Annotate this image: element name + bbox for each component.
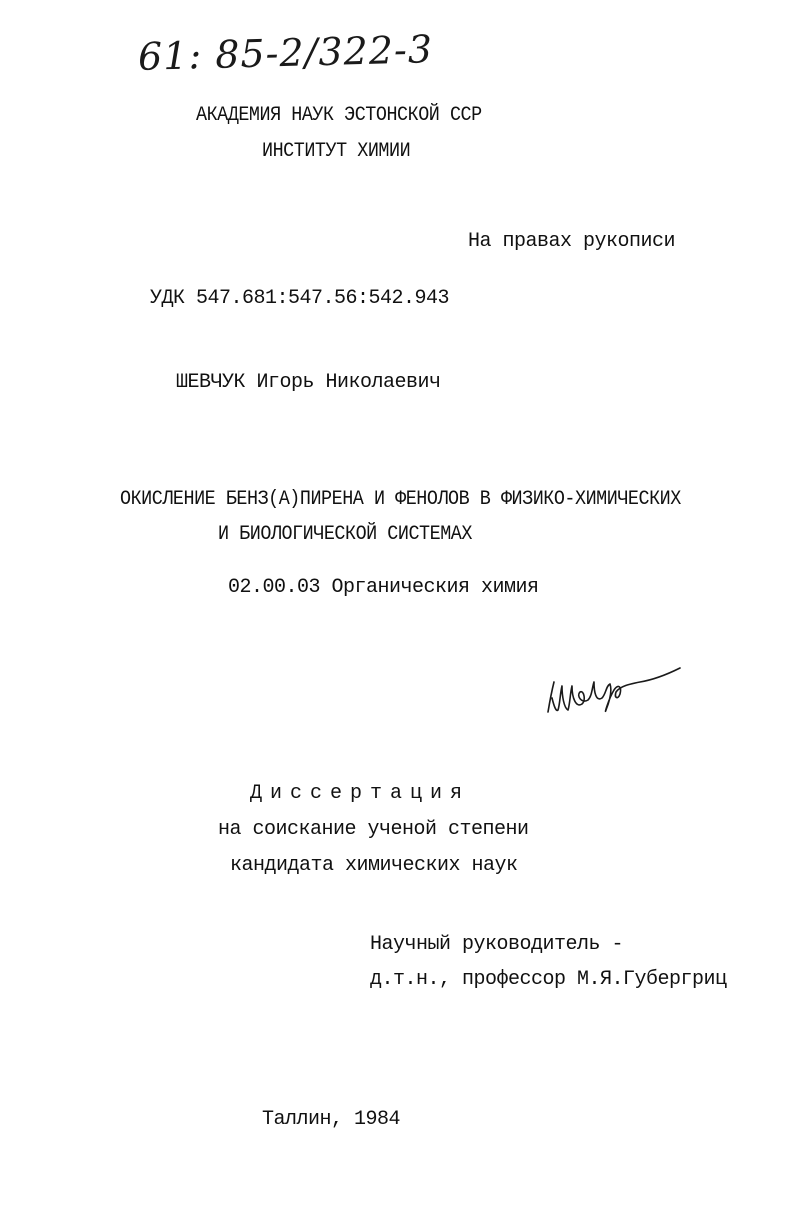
dissertation-heading: Диссертация	[250, 782, 471, 805]
signature-drawing	[540, 660, 685, 730]
manuscript-rights-note: На правах рукописи	[468, 230, 676, 253]
institute-heading: ИНСТИТУТ ХИМИИ	[262, 140, 411, 163]
archive-number-handwritten: 61: 85-2/322-3	[137, 27, 434, 79]
author-signature	[540, 660, 685, 730]
thesis-title-line-2: И БИОЛОГИЧЕСКОЙ СИСТЕМАХ	[218, 523, 472, 546]
thesis-title-line-1: ОКИСЛЕНИЕ БЕНЗ(А)ПИРЕНА И ФЕНОЛОВ В ФИЗИКО-ХИМИЧЕСКИХ	[120, 488, 681, 511]
udc-code: УДК 547.681:547.56:542.943	[150, 287, 450, 310]
academy-heading: АКАДЕМИЯ НАУК ЭСТОНСКОЙ ССР	[196, 104, 482, 127]
author-name: ШЕВЧУК Игорь Николаевич	[176, 371, 441, 394]
signature-text	[685, 660, 686, 661]
dissertation-line-2: кандидата химических наук	[230, 854, 518, 877]
specialty-code: 02.00.03 Органическия химия	[228, 576, 539, 599]
place-and-year: Таллин, 1984	[262, 1108, 401, 1131]
dissertation-line-1: на соискание ученой степени	[218, 818, 529, 841]
supervisor-name: д.т.н., профессор М.Я.Губергриц	[370, 968, 727, 991]
supervisor-label: Научный руководитель -	[370, 933, 624, 956]
